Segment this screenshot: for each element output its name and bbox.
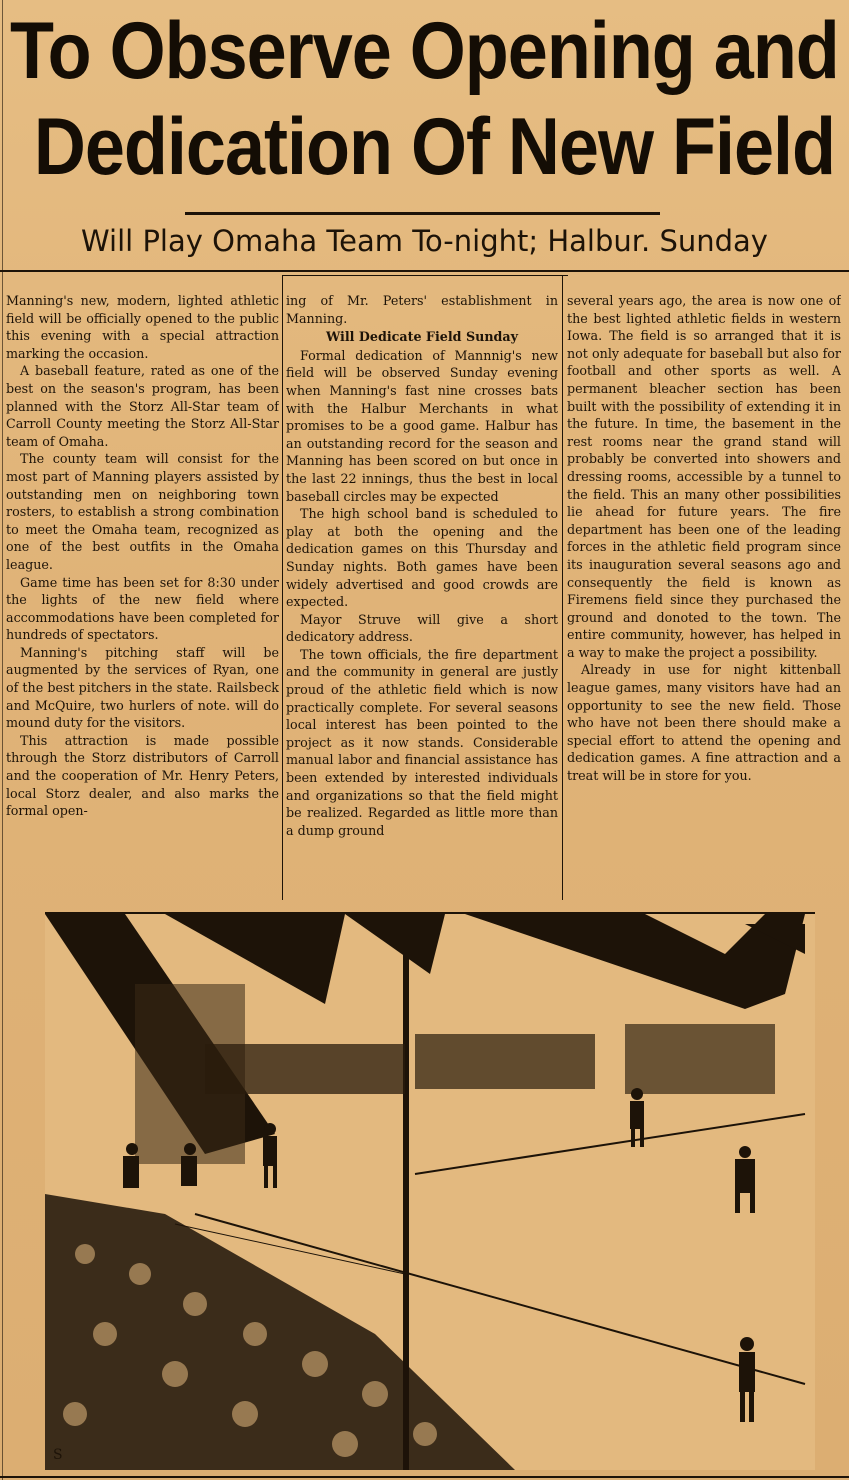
article-column-3: [567, 292, 841, 904]
paragraph: Game time has been set for 8:30 under the lights of the new field where accommodations have been completed for hundreds of spectators.: [6, 574, 279, 643]
paragraph: The town officials, the fire department and the community in general are justly proud of the athletic field which is now practically complete. For several seasons local interest has been pointed to the project as it now stands. Considerable manual labor and financial assistance has been extended by interested individuals and organizations so that the field might be realized. Regarded as little more than a dump ground: [286, 646, 558, 838]
column-rule-right: [562, 275, 563, 900]
illustration-corner-mark: S: [53, 1447, 63, 1463]
paragraph: Manning's new, modern, lighted athletic field will be officially opened to the public this evening with a special attraction marking the occasion.: [6, 293, 279, 361]
paragraph: This attraction is made possible through the Storz distributors of Carroll and the cooperation of Mr. Henry Peters, local Storz dealer, and also marks the formal open-: [6, 732, 279, 819]
page-left-rule: [2, 0, 3, 1480]
subheadline: Will Play Omaha Team To-night; Halbur. Sunday: [81, 224, 768, 258]
subhead-rule: [0, 270, 849, 272]
article-column-2: [286, 292, 558, 904]
paragraph: Mayor Struve will give a short dedicatory address.: [286, 611, 558, 645]
night-baseball-game-icon: [45, 912, 815, 1470]
paragraph: The county team will consist for the most part of Manning players assisted by outstanding men on neighboring town rosters, to establish a strong combination to meet the Omaha team, recognized as one of the best outfits in the Omaha league.: [6, 451, 279, 572]
paragraph: The high school band is scheduled to play at both the opening and the dedication games on this Thursday and Sunday nights. Both games have been widely advertised and good crowds are expected.: [286, 506, 558, 610]
article-column-1: [6, 292, 279, 904]
bottom-rule: [0, 1476, 849, 1478]
headline-rule: [185, 212, 660, 215]
headline-line-1: To Observe Opening and: [10, 6, 839, 96]
column-rule-left: [282, 275, 283, 900]
paragraph: several years ago, the area is now one of the best lighted athletic fields in western Iowa. The field is so arranged that it is not only adequate for baseball but also for football and other sports as well. A permanent bleacher section has been built with the possibility of extending it in the future. In time, the basement in the rest rooms near the grand stand will probably be converted into showers and dressing rooms, accessible by a tunnel to the field. This an many other possibilities lie ahead for future years. The fire department has been one of the leading forces in the athletic field program since its inauguration several seasons ago and consequently the field is known as Firemens field since they purchased the ground and donoted to the town. The entire community, however, has helped in a way to make the project a possibility.: [567, 293, 841, 660]
paragraph: Manning's pitching staff will be augmented by the services of Ryan, one of the best pitchers in the state. Railsbeck and McQuire, two hurlers of note. will do mound duty for the visitors.: [6, 644, 279, 731]
column-separator-top: [283, 275, 568, 276]
paragraph: Already in use for night kittenball league games, many visitors have had an opportunity to see the new field. Those who have not been there should make a special effort to attend the opening and dedication games. A fine attraction and a treat will be in store for you.: [567, 662, 841, 784]
illustration-drawing: [45, 914, 815, 1470]
headline-line-2: Dedication Of New Field: [33, 102, 835, 192]
paragraph: ing of Mr. Peters' establishment in Manning.: [286, 293, 558, 326]
section-heading: Will Dedicate Field Sunday: [325, 329, 519, 345]
paragraph: Formal dedication of Mannnig's new field will be observed Sunday evening when Manning's fast nine crosses bats with the Halbur Merchants in what promises to be a good game. Halbur has an outstanding record for the season and Manning has been scored on but once in the last 22 innings, thus the best in local baseball circles may be expected: [286, 347, 558, 504]
paragraph: A baseball feature, rated as one of the best on the season's program, has been planned with the Storz All-Star team of Carroll County meeting the Storz All-Star team of Omaha.: [6, 363, 279, 449]
